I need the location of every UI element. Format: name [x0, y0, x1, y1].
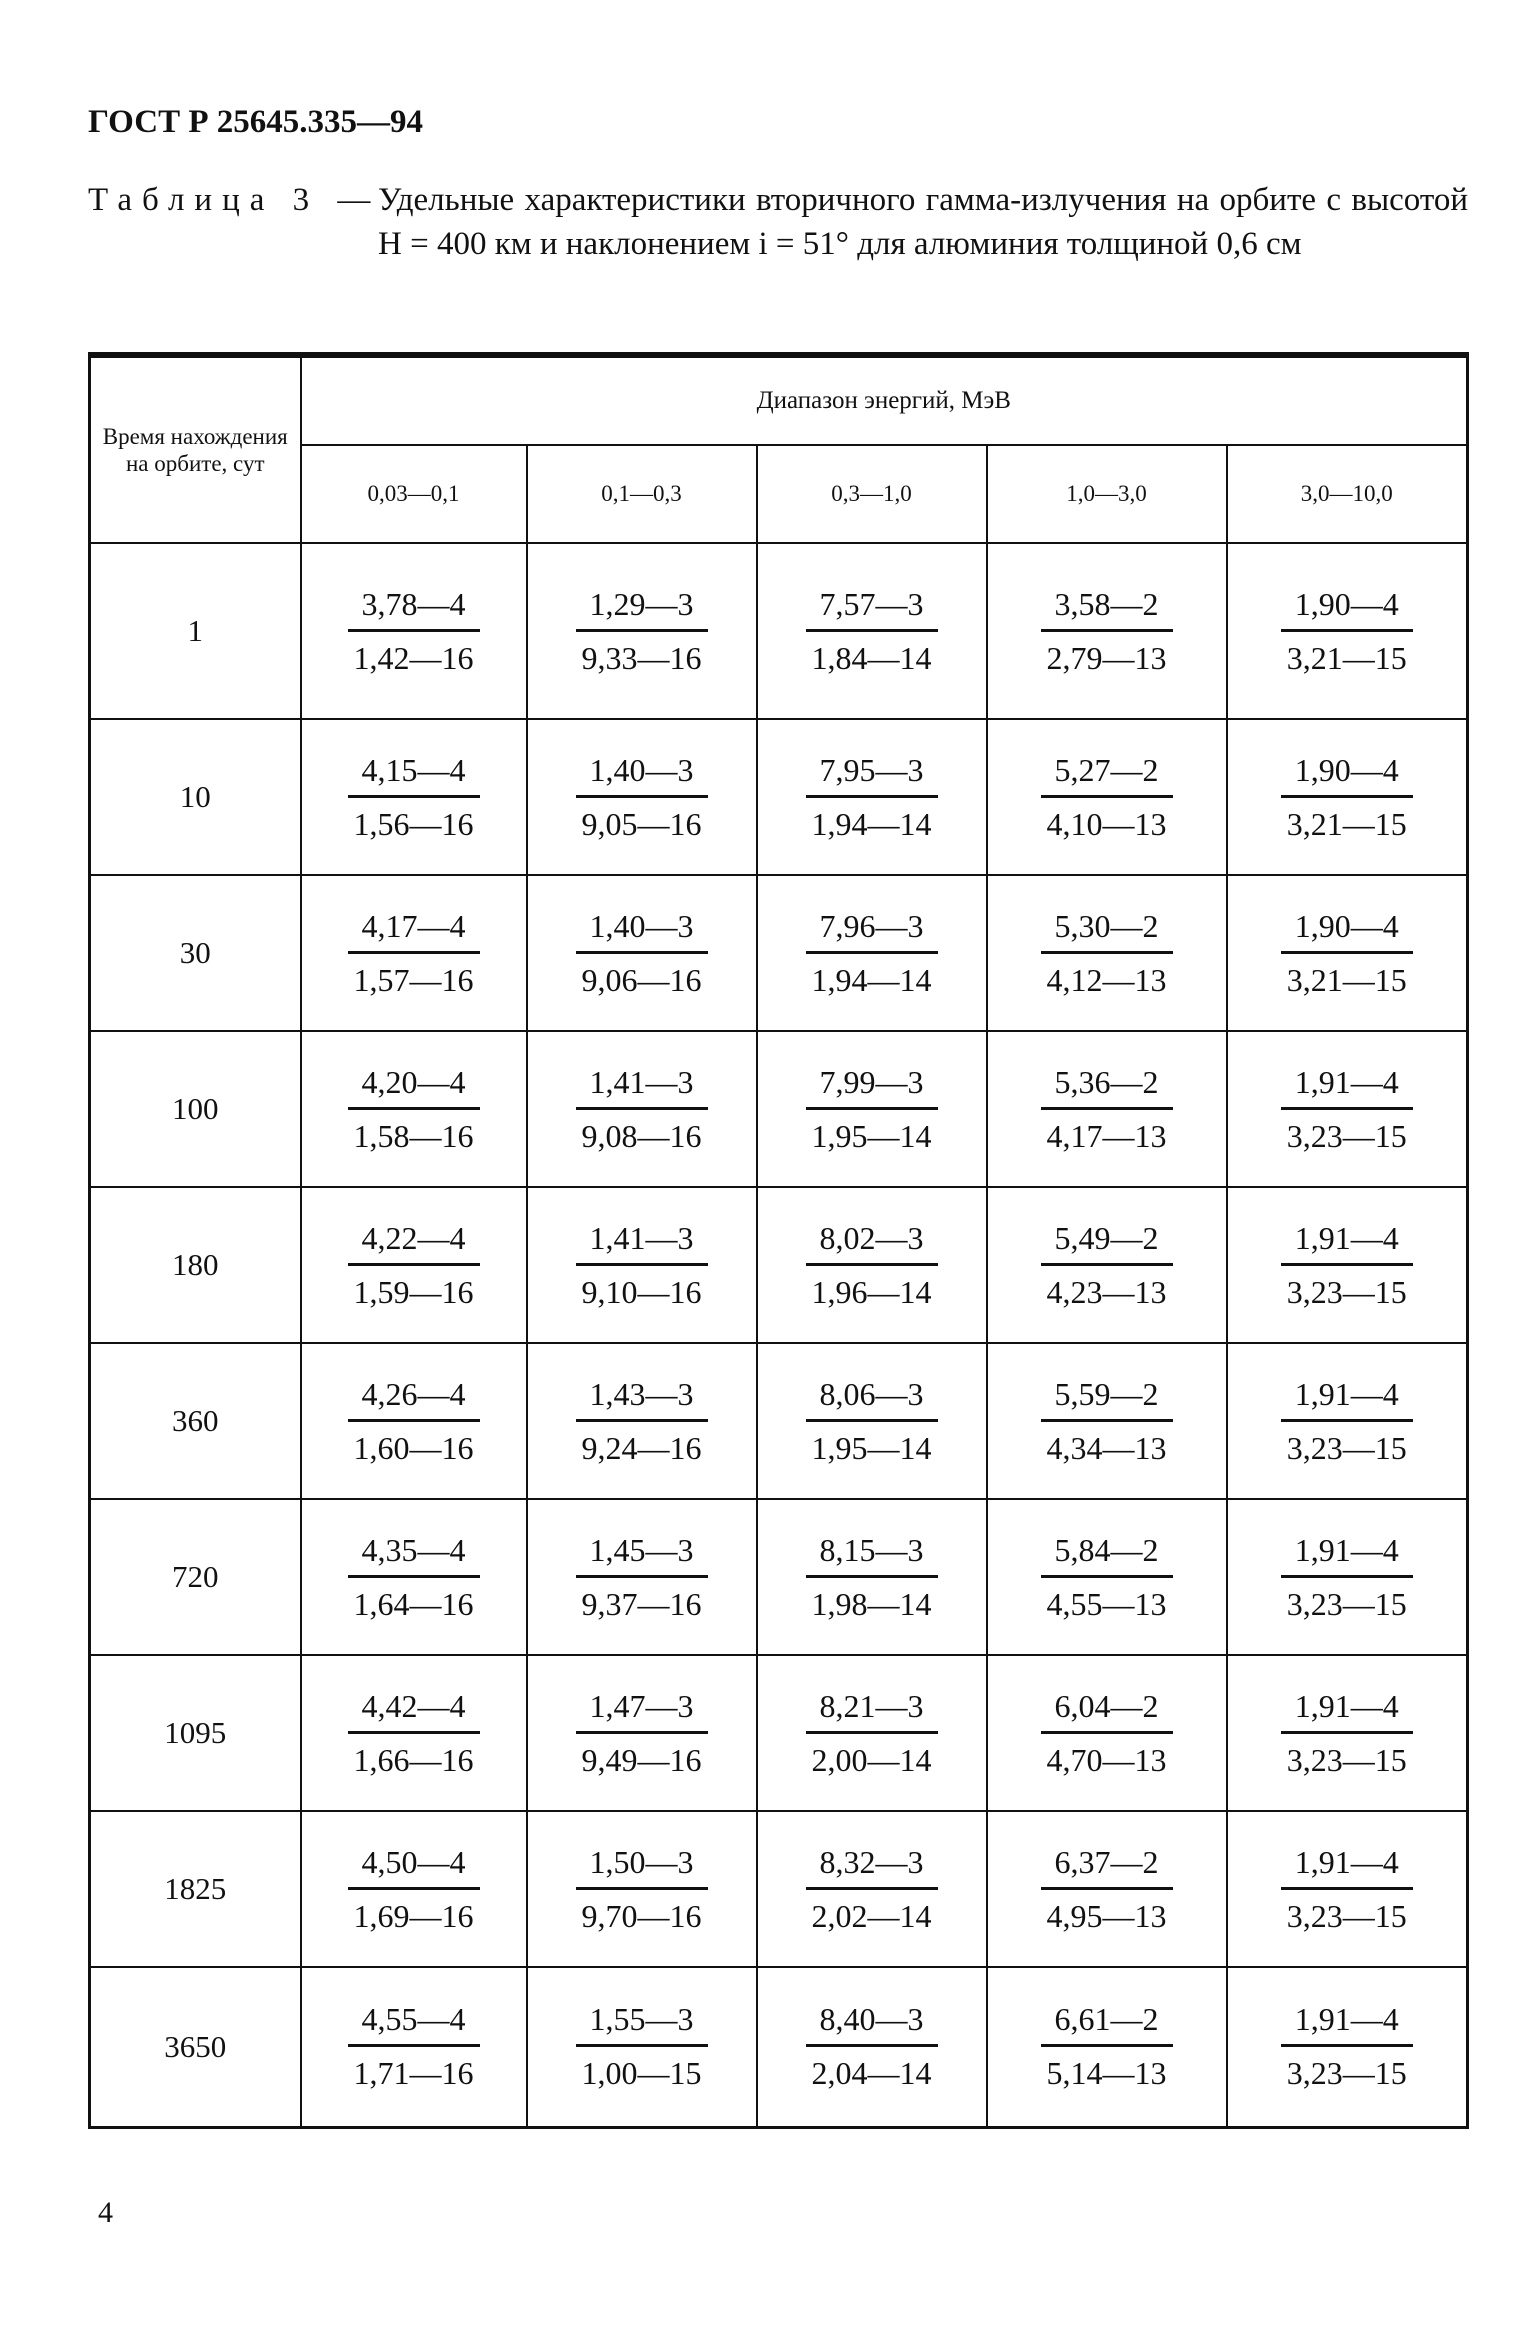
header-col: 3,0—10,0: [1227, 445, 1468, 543]
table-cell: [987, 1655, 1227, 1811]
fraction-denominator: 9,10—16: [581, 1273, 702, 1310]
fraction-denominator: 9,06—16: [581, 961, 702, 998]
fraction-value: [1041, 1220, 1173, 1311]
fraction-numerator: 5,36—2: [1041, 1064, 1173, 1110]
fraction-numerator: 6,04—2: [1041, 1688, 1173, 1734]
fraction-value: [576, 1220, 708, 1311]
fraction-denominator: 9,05—16: [581, 805, 702, 842]
fraction-denominator: 1,69—16: [353, 1897, 474, 1934]
fraction-denominator: 2,00—14: [811, 1741, 932, 1778]
fraction-numerator: 1,91—4: [1281, 1688, 1413, 1734]
fraction-numerator: 8,06—3: [806, 1376, 938, 1422]
fraction-numerator: 6,61—2: [1041, 2001, 1173, 2047]
table-cell: [301, 1811, 527, 1967]
row-time-label: 100: [90, 1031, 301, 1187]
fraction-denominator: 1,64—16: [353, 1585, 474, 1622]
fraction-numerator: 1,29—3: [576, 586, 708, 632]
fraction-denominator: 3,21—15: [1286, 639, 1407, 676]
table-cell: [757, 1031, 987, 1187]
table-cell: [301, 1499, 527, 1655]
row-time-label: 10: [90, 719, 301, 875]
header-col: 0,03—0,1: [301, 445, 527, 543]
fraction-numerator: 4,15—4: [348, 752, 480, 798]
fraction-numerator: 4,26—4: [348, 1376, 480, 1422]
fraction-numerator: 1,90—4: [1281, 752, 1413, 798]
fraction-numerator: 8,15—3: [806, 1532, 938, 1578]
table-row: [90, 1655, 1468, 1811]
fraction-value: [576, 586, 708, 677]
fraction-numerator: 1,90—4: [1281, 908, 1413, 954]
table-cell: [987, 1031, 1227, 1187]
table-cell: [301, 1655, 527, 1811]
table-row: [90, 1343, 1468, 1499]
fraction-value: [1281, 1220, 1413, 1311]
fraction-denominator: 9,24—16: [581, 1429, 702, 1466]
fraction-value: [348, 1532, 480, 1623]
table-cell: [757, 1811, 987, 1967]
fraction-value: [576, 1376, 708, 1467]
table-body: [90, 543, 1468, 2127]
fraction-value: [1041, 586, 1173, 677]
fraction-value: [806, 1844, 938, 1935]
table-cell: [1227, 1343, 1468, 1499]
fraction-numerator: 1,90—4: [1281, 586, 1413, 632]
fraction-value: [806, 1532, 938, 1623]
fraction-denominator: 9,70—16: [581, 1897, 702, 1934]
fraction-denominator: 4,10—13: [1046, 805, 1167, 842]
table-cell: [1227, 875, 1468, 1031]
fraction-numerator: 1,91—4: [1281, 2001, 1413, 2047]
fraction-numerator: 1,91—4: [1281, 1064, 1413, 1110]
fraction-value: [348, 1688, 480, 1779]
fraction-denominator: 3,21—15: [1286, 961, 1407, 998]
fraction-numerator: 8,40—3: [806, 2001, 938, 2047]
fraction-value: [1281, 1844, 1413, 1935]
table-cell: [757, 875, 987, 1031]
fraction-value: [348, 1220, 480, 1311]
table-cell: [527, 1655, 757, 1811]
fraction-value: [806, 752, 938, 843]
fraction-denominator: 1,71—16: [353, 2055, 474, 2092]
fraction-numerator: 1,50—3: [576, 1844, 708, 1890]
fraction-numerator: 7,57—3: [806, 586, 938, 632]
fraction-numerator: 4,50—4: [348, 1844, 480, 1890]
table-cell: [527, 1499, 757, 1655]
fraction-value: [1281, 1064, 1413, 1155]
fraction-value: [1041, 1844, 1173, 1935]
table-cell: [757, 1967, 987, 2127]
fraction-value: [348, 586, 480, 677]
fraction-numerator: 1,91—4: [1281, 1376, 1413, 1422]
fraction-denominator: 3,23—15: [1286, 2055, 1407, 2092]
table-cell: [1227, 543, 1468, 719]
row-time-label: 30: [90, 875, 301, 1031]
row-time-label: 180: [90, 1187, 301, 1343]
fraction-denominator: 3,23—15: [1286, 1741, 1407, 1778]
table-cell: [527, 1187, 757, 1343]
fraction-denominator: 2,79—13: [1046, 639, 1167, 676]
fraction-numerator: 1,45—3: [576, 1532, 708, 1578]
fraction-value: [1041, 1532, 1173, 1623]
fraction-value: [576, 752, 708, 843]
fraction-value: [348, 1844, 480, 1935]
fraction-numerator: 7,95—3: [806, 752, 938, 798]
table-cell: [1227, 1499, 1468, 1655]
header-col: 0,3—1,0: [757, 445, 987, 543]
fraction-numerator: 5,84—2: [1041, 1532, 1173, 1578]
fraction-numerator: 8,21—3: [806, 1688, 938, 1734]
row-time-label: 1825: [90, 1811, 301, 1967]
row-time-label: 360: [90, 1343, 301, 1499]
table-cell: [301, 1343, 527, 1499]
fraction-denominator: 4,55—13: [1046, 1585, 1167, 1622]
table-cell: [987, 875, 1227, 1031]
fraction-denominator: 1,98—14: [811, 1585, 932, 1622]
fraction-numerator: 4,17—4: [348, 908, 480, 954]
fraction-numerator: 4,55—4: [348, 2001, 480, 2047]
table-cell: [301, 875, 527, 1031]
header-col: 0,1—0,3: [527, 445, 757, 543]
fraction-numerator: 7,96—3: [806, 908, 938, 954]
table-cell: [1227, 1031, 1468, 1187]
table-cell: [757, 719, 987, 875]
table-row: [90, 1187, 1468, 1343]
fraction-denominator: 9,08—16: [581, 1117, 702, 1154]
fraction-value: [1041, 752, 1173, 843]
fraction-numerator: 1,40—3: [576, 752, 708, 798]
table-cell: [527, 875, 757, 1031]
fraction-denominator: 1,84—14: [811, 639, 932, 676]
fraction-numerator: 5,27—2: [1041, 752, 1173, 798]
fraction-value: [806, 1064, 938, 1155]
fraction-denominator: 1,57—16: [353, 961, 474, 998]
fraction-denominator: 1,42—16: [353, 639, 474, 676]
fraction-denominator: 2,02—14: [811, 1897, 932, 1934]
table-cell: [987, 1499, 1227, 1655]
fraction-value: [806, 908, 938, 999]
table-cell: [527, 1031, 757, 1187]
fraction-denominator: 4,70—13: [1046, 1741, 1167, 1778]
header-time: Время нахождения на орбите, сут: [90, 355, 301, 543]
row-time-label: 1095: [90, 1655, 301, 1811]
fraction-numerator: 1,40—3: [576, 908, 708, 954]
fraction-numerator: 1,41—3: [576, 1064, 708, 1110]
fraction-value: [806, 1376, 938, 1467]
fraction-value: [1041, 908, 1173, 999]
table-cell: [987, 1811, 1227, 1967]
header-col: 1,0—3,0: [987, 445, 1227, 543]
table-row: [90, 1967, 1468, 2127]
fraction-numerator: 8,02—3: [806, 1220, 938, 1266]
fraction-value: [806, 586, 938, 677]
fraction-numerator: 4,35—4: [348, 1532, 480, 1578]
table-cell: [301, 543, 527, 719]
fraction-numerator: 1,41—3: [576, 1220, 708, 1266]
table-row: [90, 543, 1468, 719]
table-cell: [757, 1187, 987, 1343]
fraction-numerator: 1,91—4: [1281, 1844, 1413, 1890]
table-cell: [527, 719, 757, 875]
fraction-denominator: 1,94—14: [811, 961, 932, 998]
fraction-denominator: 1,58—16: [353, 1117, 474, 1154]
table-cell: [301, 1967, 527, 2127]
fraction-denominator: 4,23—13: [1046, 1273, 1167, 1310]
fraction-denominator: 3,21—15: [1286, 805, 1407, 842]
table-cell: [527, 1811, 757, 1967]
table-cell: [987, 1967, 1227, 2127]
fraction-numerator: 1,55—3: [576, 2001, 708, 2047]
table-row: [90, 1499, 1468, 1655]
document-id: ГОСТ Р 25645.335—94: [88, 104, 423, 140]
fraction-value: [1281, 2001, 1413, 2092]
fraction-value: [348, 752, 480, 843]
table-cell: [987, 1187, 1227, 1343]
table-cell: [1227, 1811, 1468, 1967]
fraction-denominator: 3,23—15: [1286, 1273, 1407, 1310]
table-row: [90, 1811, 1468, 1967]
fraction-value: [1281, 1532, 1413, 1623]
header-energy-range: Диапазон энергий, МэВ: [301, 355, 1468, 445]
fraction-denominator: 1,95—14: [811, 1429, 932, 1466]
fraction-value: [1041, 1688, 1173, 1779]
fraction-value: [348, 908, 480, 999]
fraction-denominator: 1,60—16: [353, 1429, 474, 1466]
fraction-numerator: 1,43—3: [576, 1376, 708, 1422]
table-row: [90, 875, 1468, 1031]
table-cell: [527, 1967, 757, 2127]
table-cell: [757, 1343, 987, 1499]
fraction-denominator: 4,12—13: [1046, 961, 1167, 998]
table-cell: [1227, 1967, 1468, 2127]
fraction-value: [1281, 752, 1413, 843]
fraction-numerator: 6,37—2: [1041, 1844, 1173, 1890]
fraction-value: [576, 1844, 708, 1935]
fraction-denominator: 4,34—13: [1046, 1429, 1167, 1466]
row-time-label: 1: [90, 543, 301, 719]
fraction-value: [348, 1376, 480, 1467]
fraction-value: [576, 1064, 708, 1155]
caption-text: Удельные характеристики вторичного гамма-излучения на орбите с высотой H = 400 км и наклонением i = 51° для алюминия толщиной 0,6 см: [378, 182, 1468, 262]
fraction-value: [806, 2001, 938, 2092]
table-row: [90, 719, 1468, 875]
fraction-value: [1281, 908, 1413, 999]
row-time-label: 720: [90, 1499, 301, 1655]
fraction-denominator: 2,04—14: [811, 2055, 932, 2092]
table-cell: [301, 1187, 527, 1343]
fraction-value: [806, 1688, 938, 1779]
fraction-value: [348, 2001, 480, 2092]
fraction-value: [1041, 2001, 1173, 2092]
fraction-denominator: 3,23—15: [1286, 1585, 1407, 1622]
table-cell: [987, 719, 1227, 875]
fraction-numerator: 1,91—4: [1281, 1220, 1413, 1266]
fraction-value: [1281, 586, 1413, 677]
fraction-denominator: 1,00—15: [581, 2055, 702, 2092]
fraction-numerator: 4,20—4: [348, 1064, 480, 1110]
fraction-denominator: 4,17—13: [1046, 1117, 1167, 1154]
fraction-numerator: 8,32—3: [806, 1844, 938, 1890]
table-cell: [757, 543, 987, 719]
fraction-numerator: 5,59—2: [1041, 1376, 1173, 1422]
fraction-denominator: 3,23—15: [1286, 1117, 1407, 1154]
fraction-value: [576, 1532, 708, 1623]
fraction-denominator: 5,14—13: [1046, 2055, 1167, 2092]
fraction-value: [806, 1220, 938, 1311]
table-cell: [301, 1031, 527, 1187]
table-cell: [527, 543, 757, 719]
table-cell: [987, 543, 1227, 719]
fraction-denominator: 3,23—15: [1286, 1429, 1407, 1466]
fraction-numerator: 7,99—3: [806, 1064, 938, 1110]
table-cell: [1227, 1187, 1468, 1343]
fraction-value: [1041, 1376, 1173, 1467]
fraction-value: [576, 2001, 708, 2092]
fraction-numerator: 4,22—4: [348, 1220, 480, 1266]
fraction-denominator: 3,23—15: [1286, 1897, 1407, 1934]
table-row: [90, 1031, 1468, 1187]
fraction-value: [1041, 1064, 1173, 1155]
row-time-label: 3650: [90, 1967, 301, 2127]
fraction-value: [348, 1064, 480, 1155]
fraction-denominator: 1,56—16: [353, 805, 474, 842]
fraction-value: [576, 1688, 708, 1779]
table-cell: [757, 1499, 987, 1655]
data-table: [88, 352, 1469, 2129]
fraction-value: [576, 908, 708, 999]
fraction-denominator: 9,37—16: [581, 1585, 702, 1622]
fraction-denominator: 4,95—13: [1046, 1897, 1167, 1934]
fraction-denominator: 1,95—14: [811, 1117, 932, 1154]
fraction-numerator: 5,30—2: [1041, 908, 1173, 954]
fraction-denominator: 9,33—16: [581, 639, 702, 676]
table-cell: [757, 1655, 987, 1811]
fraction-denominator: 1,59—16: [353, 1273, 474, 1310]
fraction-numerator: 1,47—3: [576, 1688, 708, 1734]
table-cell: [527, 1343, 757, 1499]
table-cell: [301, 719, 527, 875]
fraction-numerator: 3,78—4: [348, 586, 480, 632]
fraction-numerator: 4,42—4: [348, 1688, 480, 1734]
fraction-denominator: 1,66—16: [353, 1741, 474, 1778]
fraction-numerator: 5,49—2: [1041, 1220, 1173, 1266]
caption-label: Таблица 3 —: [88, 182, 381, 218]
table-cell: [1227, 1655, 1468, 1811]
table-cell: [1227, 719, 1468, 875]
page-number: 4: [98, 2196, 113, 2229]
fraction-numerator: 1,91—4: [1281, 1532, 1413, 1578]
fraction-denominator: 1,94—14: [811, 805, 932, 842]
fraction-value: [1281, 1376, 1413, 1467]
fraction-denominator: 1,96—14: [811, 1273, 932, 1310]
fraction-value: [1281, 1688, 1413, 1779]
fraction-denominator: 9,49—16: [581, 1741, 702, 1778]
table-cell: [987, 1343, 1227, 1499]
fraction-numerator: 3,58—2: [1041, 586, 1173, 632]
